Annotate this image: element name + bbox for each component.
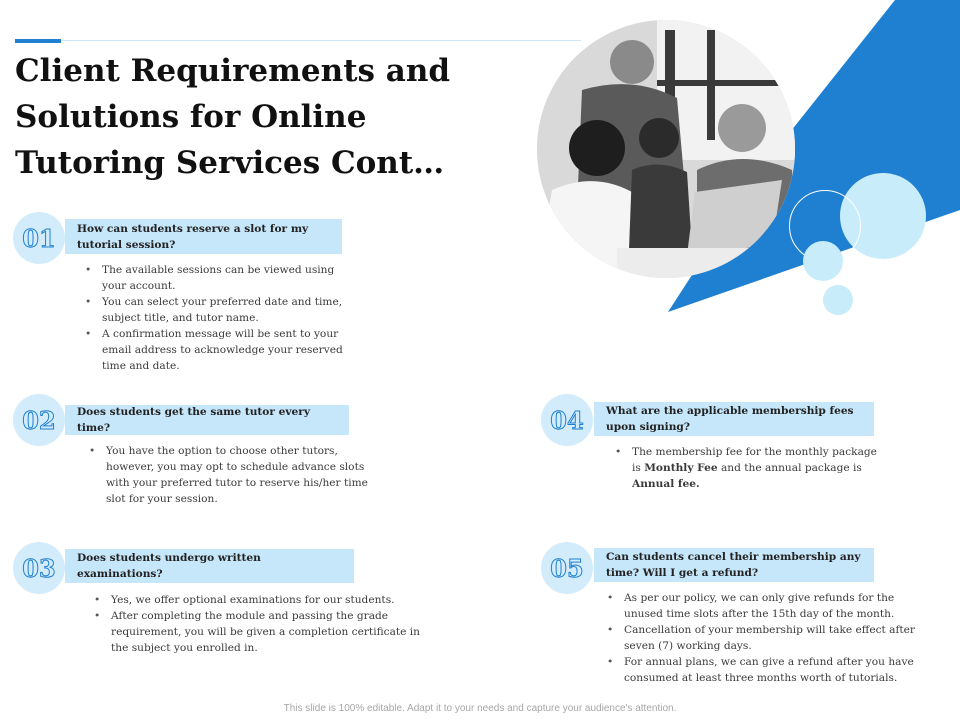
answer-bold-monthly: Monthly Fee: [644, 462, 718, 474]
answer-item: • Cancellation of your membership will take effect after seven (7) working days.: [605, 622, 925, 654]
number-circle-01: [13, 212, 65, 264]
number-circle-02: [13, 394, 65, 446]
question-bar-04: [594, 402, 874, 436]
answer-item: • You can select your preferred date and time, subject title, and tutor name.: [83, 294, 343, 326]
answer-list-02: [87, 443, 377, 507]
number-label: 01: [22, 223, 56, 253]
number-label: 02: [22, 405, 56, 435]
answer-item: • Yes, we offer optional examinations for our students.: [92, 592, 427, 608]
footer-note: This slide is 100% editable. Adapt it to your needs and capture your audience's attention.: [283, 703, 677, 714]
team-photo-illustration: [537, 20, 795, 278]
team-photo: [537, 20, 795, 278]
answer-list-05: [605, 590, 925, 686]
answer-item: • You have the option to choose other tutors, however, you may opt to schedule advance slots with your preferred tutor to reserve his/her time slot for your session.: [87, 443, 377, 507]
question-bar-03: [65, 549, 354, 583]
question-text: What are the applicable membership fees upon signing?: [606, 405, 854, 433]
question-bar-02: [65, 405, 349, 435]
number-label: 05: [550, 553, 584, 583]
answer-list-01: [83, 262, 343, 374]
answer-list-04: [613, 444, 888, 492]
decor-bubble-medium: [803, 241, 843, 281]
answer-list-03: [92, 592, 427, 656]
answer-item: • After completing the module and passing the grade requirement, you will be given a completion certificate in the subject you enrolled in.: [92, 608, 427, 656]
answer-item: • A confirmation message will be sent to your email address to acknowledge your reserved time and date.: [83, 326, 343, 374]
answer-text: and the annual package is: [717, 462, 862, 474]
answer-item: • As per our policy, we can only give refunds for the unused time slots after the 15th day of the month.: [605, 590, 925, 622]
answer-item: • The available sessions can be viewed using your account.: [83, 262, 343, 294]
number-label: 03: [22, 553, 56, 583]
question-text: Can students cancel their membership any time? Will I get a refund?: [606, 551, 861, 579]
top-divider-line: [61, 40, 581, 41]
number-circle-03: [13, 542, 65, 594]
number-circle-05: [541, 542, 593, 594]
number-circle-04: [541, 394, 593, 446]
question-text: How can students reserve a slot for my tutorial session?: [77, 222, 309, 251]
number-label: 04: [550, 405, 584, 435]
answer-item: • For annual plans, we can give a refund after you have consumed at least three months worth of tutorials.: [605, 654, 925, 686]
title-accent-bar: [15, 39, 61, 43]
question-text: Does students get the same tutor every time?: [77, 406, 311, 434]
page-title: Client Requirements and Solutions for Online Tutoring Services Cont…: [15, 53, 451, 181]
question-bar-01: [65, 219, 342, 254]
question-text: Does students undergo written examinations?: [77, 552, 261, 580]
answer-bold-annual: Annual fee.: [632, 478, 700, 490]
answer-text: The membership fee for the monthly package is: [632, 446, 877, 474]
question-bar-05: [594, 548, 874, 582]
decor-bubble-small: [823, 285, 853, 315]
answer-item: [613, 444, 888, 492]
